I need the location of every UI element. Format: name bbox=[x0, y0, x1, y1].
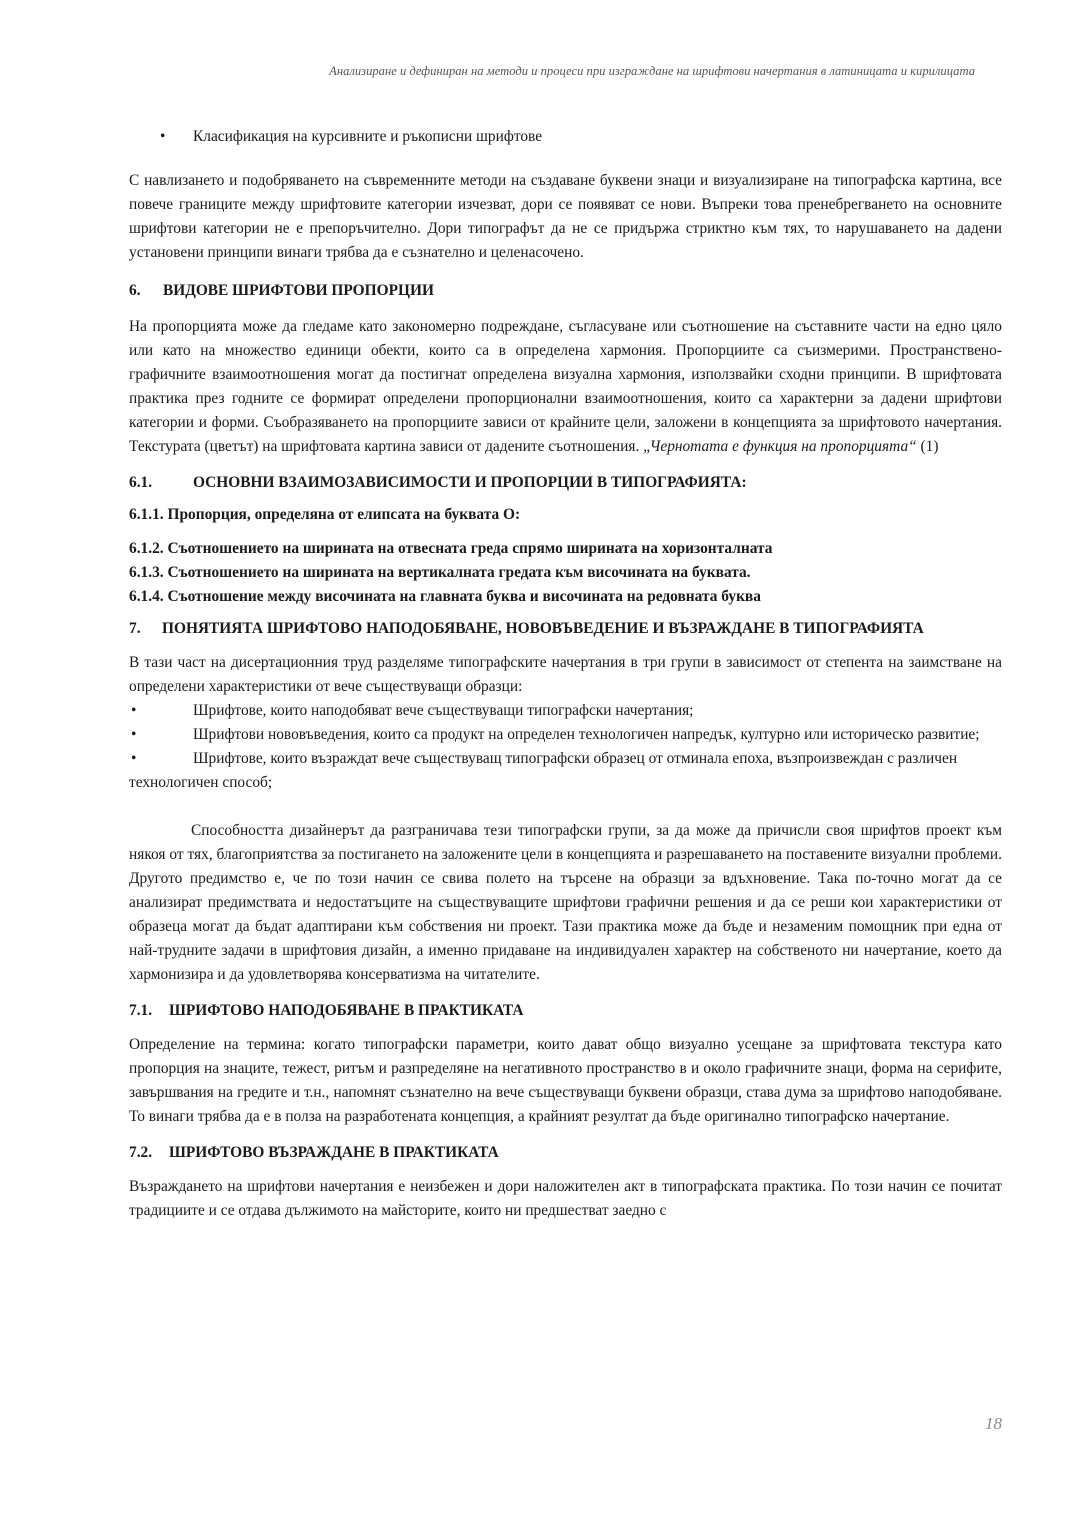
paragraph-text: На пропорцията може да гледаме като закономерно подреждане, съгласуване или съотношение на съставните части на едно цяло или като на множество единици обекти, които са в определена хармония. Пропорциите са съизмерими. Пространствено- графичните взаимоотношения могат да постигнат определена визуална хармония, използвайки сходни принципи. В шрифтовата практика през годните се формират определени пропорционални взаимоотношения, които са характерни за дадени шрифтови категории и форми. Съобразяването на пропорциите зависи от крайните цели, заложени в концепцията за шрифтовото начертания. Текстурата (цветът) на шрифтовата картина зависи от дадените съотношения. bbox=[129, 318, 1002, 455]
page-content bbox=[129, 125, 1002, 1223]
section-title: ПОНЯТИЯТА ШРИФТОВО НАПОДОБЯВАНЕ, НОВОВЪВЕДЕНИЕ И ВЪЗРАЖДАНЕ В ТИПОГРАФИЯТА bbox=[162, 620, 924, 637]
section-number: 6. bbox=[129, 282, 141, 299]
bullet-icon: • bbox=[160, 128, 166, 145]
subsection-heading: 6.1.4. Съотношение между височината на главната буква и височината на редовната буква bbox=[129, 588, 761, 605]
running-header: Анализиране и дефиниран на методи и процеси при изграждане на шрифтови начертания в латиницата и кирилицата bbox=[329, 64, 975, 78]
reference: (1) bbox=[916, 438, 939, 455]
section-heading bbox=[129, 471, 1002, 495]
paragraph: В тази част на дисертационния труд разделяме типографските начертания в три групи в зависимост от степента на заимстване на определени характеристики от вече съществуващи образци: bbox=[129, 654, 1002, 695]
section-heading bbox=[129, 1141, 1002, 1165]
quote: „Чернотата е функция на пропорцията“ bbox=[643, 438, 917, 455]
section-heading bbox=[129, 617, 1002, 641]
section-title: ШРИФТОВО НАПОДОБЯВАНЕ В ПРАКТИКАТА bbox=[169, 1002, 524, 1019]
section-title: ВИДОВЕ ШРИФТОВИ ПРОПОРЦИИ bbox=[163, 282, 434, 299]
list-item-text: Шрифтови нововъведения, които са продукт на определен технологичен напредък, културно или историческо развитие; bbox=[193, 726, 980, 743]
list-item bbox=[129, 699, 1002, 723]
section-title: ШРИФТОВО ВЪЗРАЖДАНЕ В ПРАКТИКАТА bbox=[169, 1144, 499, 1161]
paragraph: Възраждането на шрифтови начертания е неизбежен и дори наложителен акт в типографската практика. По този начин се почитат традициите и се отдава дължимото на майсторите, които ни предшестват заедно с bbox=[129, 1178, 1002, 1219]
bullet-icon: • bbox=[131, 726, 137, 743]
list-item bbox=[129, 723, 1002, 747]
list-item-text: Шрифтове, които възраждат вече съществуващ типографски образец от отминала епоха, възпроизвеждан с различен технологичен способ; bbox=[129, 750, 958, 791]
paragraph bbox=[129, 315, 1002, 459]
list-item-text: Класификация на курсивните и ръкописни шрифтове bbox=[193, 128, 543, 145]
section-number: 6.1. bbox=[129, 474, 153, 491]
section-number: 7. bbox=[129, 620, 141, 637]
list-item bbox=[129, 747, 1002, 795]
list-item bbox=[129, 125, 1002, 149]
section-number: 7.2. bbox=[129, 1144, 153, 1161]
section-title: ОСНОВНИ ВЗАИМОЗАВИСИМОСТИ И ПРОПОРЦИИ В ТИПОГРАФИЯТА: bbox=[193, 474, 747, 491]
section-number: 7.1. bbox=[129, 1002, 153, 1019]
paragraph: С навлизането и подобряването на съвременните методи на създаване буквени знаци и визуализиране на типографска картина, все повече границите между шрифтовите категории изчезват, дори се появяват се нови. Въпреки това пренебрегването на основните шрифтови категории не е препоръчително. Дори типографът да не се придържа стриктно към тях, то нарушаването на дадени установени принципи винаги трябва да е съзнателно и целенасочено. bbox=[129, 172, 1002, 261]
paragraph: Способността дизайнерът да разграничава тези типографски групи, за да може да причисли своя шрифтов проект към някоя от тях, благоприятства за постигането на заложените цели в концепцията и разрешаването на поставените визуални проблеми. Другото предимство е, че по този начин се свива полето на търсене на образци за вдъхновение. Така по-точно могат да се анализират предимствата и недостатъците на съществуващите шрифтови графични решения и да се реши кои характеристики от образеца могат да бъдат адаптирани към собствения ни проект. Тази практика може да бъде и незаменим помощник при една от най-трудните задачи в шрифтовия дизайн, а именно придаване на индивидуален характер на собственото ни начертание, което да хармонизира и да удовлетворява консерватизма на читателите. bbox=[129, 822, 1002, 983]
paragraph: Определение на термина: когато типографски параметри, които дават общо визуално усещане за шрифтовата текстура като пропорция на знаците, тежест, ритъм и разпределяне на негативното пространство в и около графичните знаци, форма на серифите, завършвания на гредите и т.н., напомнят съзнателно на вече съществуващи буквени образци, става дума за шрифтово наподобяване. То винаги трябва да е в полза на разработената концепция, а крайният резултат да бъде оригинално типографско начертание. bbox=[129, 1036, 1002, 1125]
subsection-heading: 6.1.2. Съотношението на ширината на отвесната греда спрямо ширината на хоризонталната bbox=[129, 540, 773, 557]
subsection-heading: 6.1.3. Съотношението на ширината на вертикалната гредата към височината на буквата. bbox=[129, 564, 751, 581]
page-number: 18 bbox=[985, 1414, 1002, 1433]
list-item-text: Шрифтове, които наподобяват вече съществуващи типографски начертания; bbox=[193, 702, 694, 719]
section-heading bbox=[129, 279, 1002, 303]
subsection-heading: 6.1.1. Пропорция, определяна от елипсата на буквата О: bbox=[129, 506, 521, 523]
section-heading bbox=[129, 999, 1002, 1023]
bullet-icon: • bbox=[131, 702, 137, 719]
bullet-icon: • bbox=[131, 750, 137, 767]
